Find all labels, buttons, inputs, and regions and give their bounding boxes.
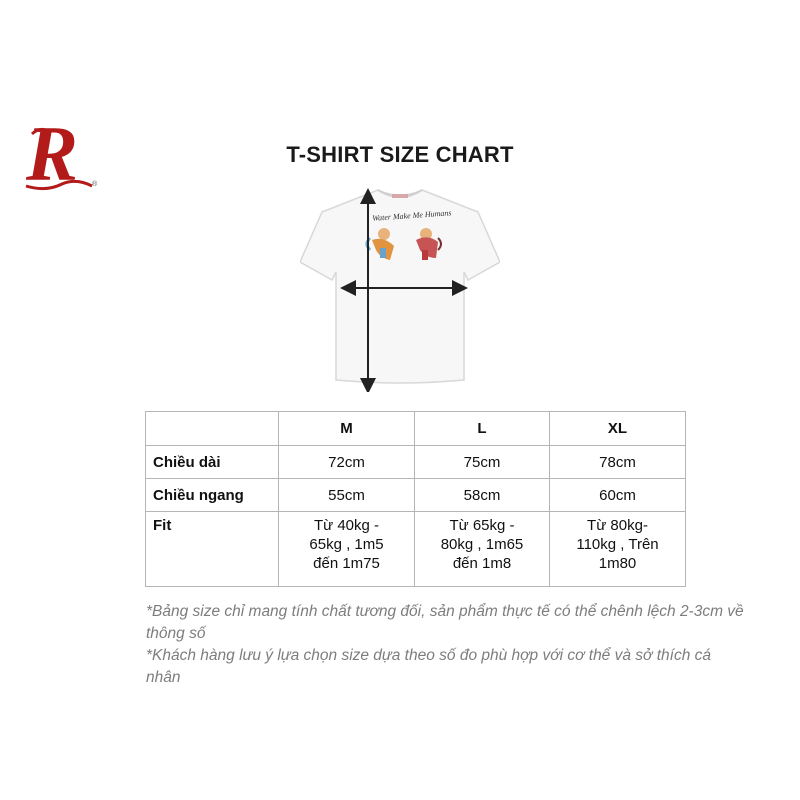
fit-xl-line: Từ 80kg- xyxy=(587,517,648,534)
row-label-fit: Fit xyxy=(146,512,279,587)
table-row xyxy=(146,479,686,512)
note-choose-size: *Khách hàng lưu ý lựa chọn size dựa theo số đo phù hợp với cơ thể và sở thích cá nhân xyxy=(146,647,711,686)
brand-logo-letter: R xyxy=(26,118,79,197)
row-label-length: Chiều dài xyxy=(146,446,279,479)
size-table xyxy=(145,411,686,587)
header-size-xl: XL xyxy=(550,412,686,446)
tshirt-illustration xyxy=(300,182,500,392)
page-title: T-SHIRT SIZE CHART xyxy=(286,142,514,167)
length-l: 75cm xyxy=(415,446,550,479)
size-notes xyxy=(146,601,746,689)
fit-m xyxy=(279,512,415,587)
fit-m-line: Từ 40kg - xyxy=(313,517,380,534)
fit-l-line: 80kg , 1m65 xyxy=(440,536,524,553)
table-row xyxy=(146,446,686,479)
width-l: 58cm xyxy=(415,479,550,512)
fit-l-line: đến 1m8 xyxy=(452,555,512,572)
fit-xl-line: 110kg , Trên xyxy=(576,536,659,553)
header-empty-cell xyxy=(146,412,279,446)
fit-xl-line: 1m80 xyxy=(598,555,637,572)
row-label-width: Chiều ngang xyxy=(146,479,279,512)
length-xl: 78cm xyxy=(550,446,686,479)
fit-l-line: Từ 65kg - xyxy=(449,517,515,534)
length-m: 72cm xyxy=(279,446,415,479)
header-size-l: L xyxy=(415,412,550,446)
table-row xyxy=(146,512,686,587)
note-relative-size: *Bảng size chỉ mang tính chất tương đối, sản phẩm thực tế có thể chênh lệch 2-3cm về thông số xyxy=(146,603,744,642)
width-xl: 60cm xyxy=(550,479,686,512)
fit-m-line: 65kg , 1m5 xyxy=(309,536,384,553)
fit-xl xyxy=(550,512,686,587)
shirt-print-text: Water Make Me Humans xyxy=(371,208,452,223)
fit-l xyxy=(415,512,550,587)
registered-mark: ® xyxy=(92,181,98,188)
fit-m-line: đến 1m75 xyxy=(313,555,380,572)
header-size-m: M xyxy=(279,412,415,446)
table-header-row xyxy=(146,412,686,446)
width-m: 55cm xyxy=(279,479,415,512)
